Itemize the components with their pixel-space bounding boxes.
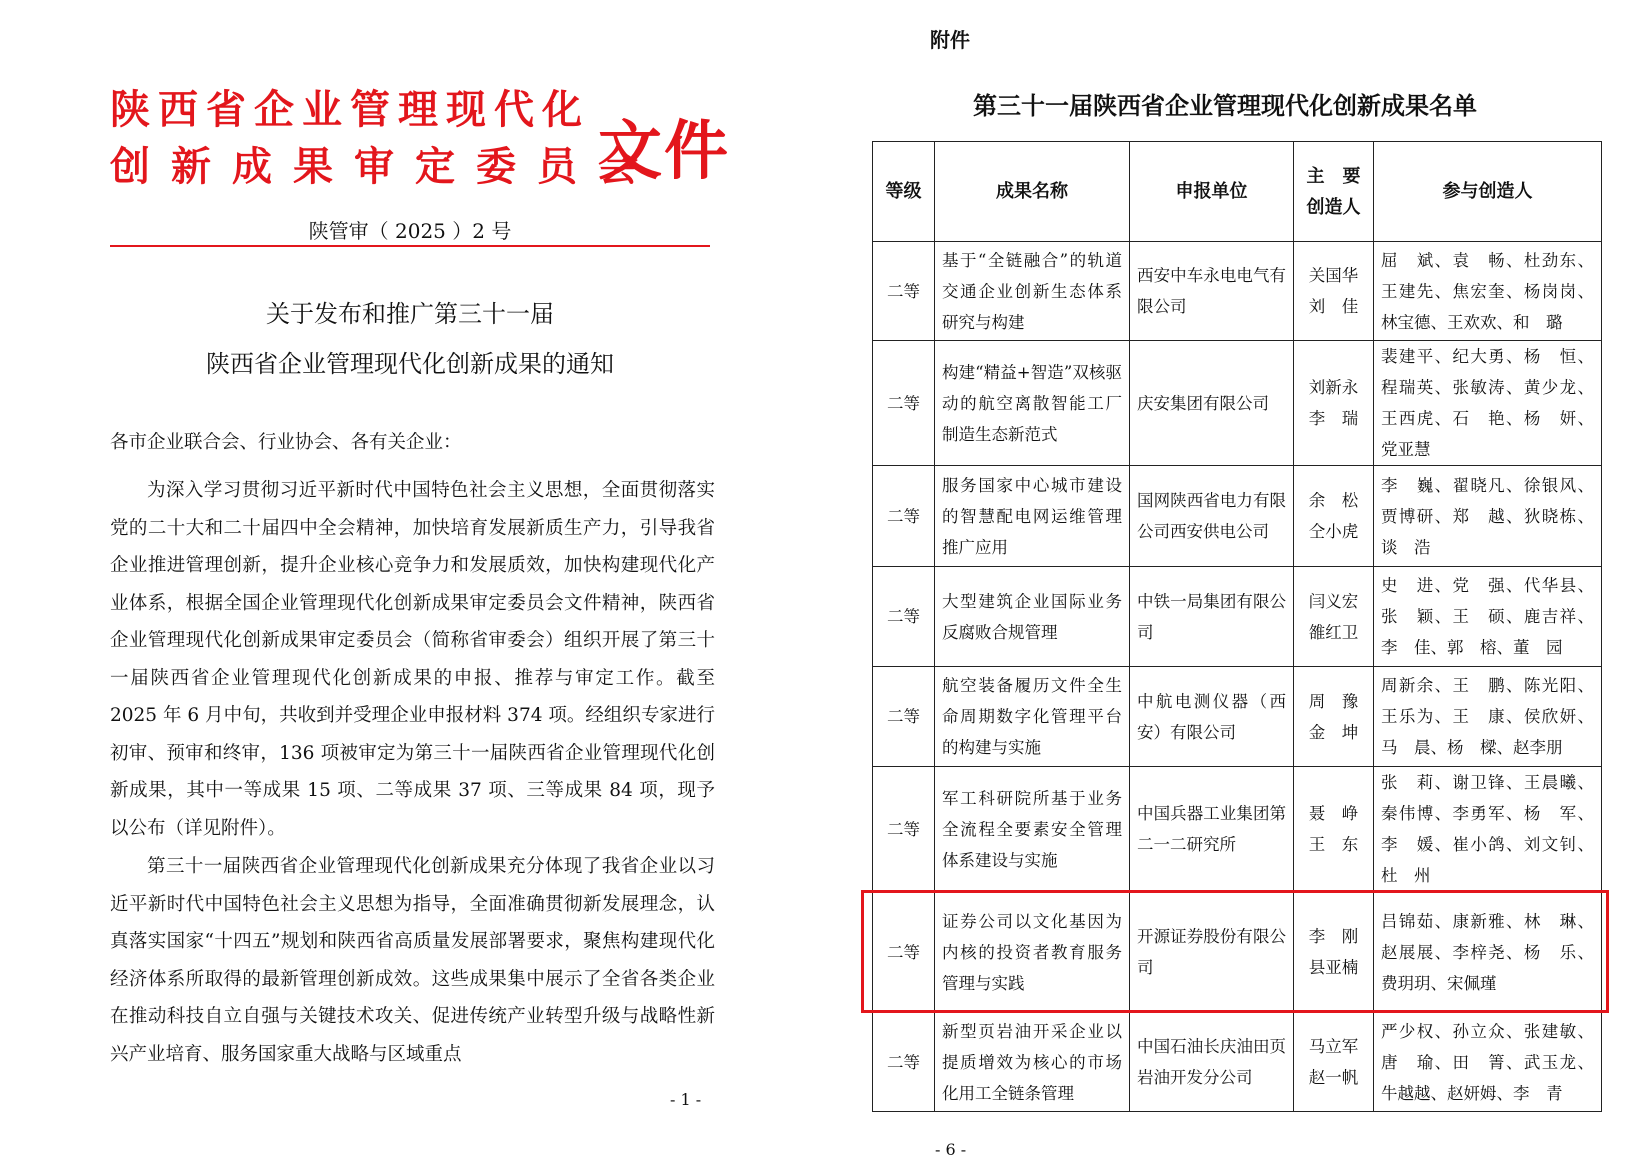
cell-main-creators: 闫义宏 雒红卫 <box>1294 567 1374 667</box>
cell-grade: 二等 <box>873 667 935 767</box>
list-title: 第三十一届陕西省企业管理现代化创新成果名单 <box>973 92 1477 120</box>
cell-grade: 二等 <box>873 892 935 1013</box>
attachment-label: 附件 <box>930 28 970 52</box>
table-header-row <box>873 142 1602 242</box>
header-main-creator <box>1294 142 1374 242</box>
page-number-right: - 6 - <box>935 1140 967 1159</box>
table-row <box>873 1013 1602 1112</box>
notice-title-line2: 陕西省企业管理现代化创新成果的通知 <box>206 350 614 378</box>
cell-grade: 二等 <box>873 567 935 667</box>
cell-participants: 严少权、孙立众、张建敏、唐 瑜、田 箐、武玉龙、牛越越、赵妍姆、李 青 <box>1374 1013 1602 1112</box>
cell-name: 基于“全链融合”的轨道交通企业创新生态体系研究与构建 <box>935 242 1130 341</box>
cell-name: 证券公司以文化基因为内核的投资者教育服务管理与实践 <box>935 892 1130 1013</box>
body-paragraph-1: 为深入学习贯彻习近平新时代中国特色社会主义思想，全面贯彻落实党的二十大和二十届四中全会精神，加快培育发展新质生产力，引导我省企业推进管理创新，提升企业核心竞争力和发展质效，加快构建现代化产业体系，根据全国企业管理现代化创新成果审定委员会文件精神，陕西省企业管理现代化创新成果审定委员会（简称省审委会）组织开展了第三十一届陕西省企业管理现代化创新成果的申报、推荐与审定工作。截至 2025 年 6 月中旬，共收到并受理企业申报材料 374 项。经组织专家进行初审、预审和终审，136 项被审定为第三十一届陕西省企业管理现代化创新成果，其中一等成果 15 项、二等成果 37 项、三等成果 84 项，现予以公布（详见附件）。 <box>110 480 715 839</box>
cell-main-creators: 刘新永 李 瑞 <box>1294 341 1374 466</box>
cell-name: 航空装备履历文件全生命周期数字化管理平台的构建与实施 <box>935 667 1130 767</box>
body-paragraph-2: 第三十一届陕西省企业管理现代化创新成果充分体现了我省企业以习近平新时代中国特色社会主义思想为指导，全面准确贯彻新发展理念，认真落实国家“十四五”规划和陕西省高质量发展部署要求，聚焦构建现代化经济体系所取得的最新管理创新成效。这些成果集中展示了全省各类企业在推动科技自立自强与关键技术攻关、促进传统产业转型升级与战略性新兴产业培育、服务国家重大战略与区域重点 <box>110 856 715 1065</box>
notice-title-line1: 关于发布和推广第三十一届 <box>266 300 554 328</box>
cell-grade: 二等 <box>873 341 935 466</box>
cell-name: 军工科研院所基于业务全流程全要素安全管理体系建设与实施 <box>935 767 1130 892</box>
salutation: 各市企业联合会、行业协会、各有关企业： <box>110 432 462 453</box>
cell-grade: 二等 <box>873 1013 935 1112</box>
cell-main-creators: 周 豫 金 坤 <box>1294 667 1374 767</box>
header-participants: 参与创造人 <box>1374 142 1602 242</box>
header-unit: 申报单位 <box>1130 142 1294 242</box>
document-number: 陕管审（ 2025 ）2 号 <box>308 219 512 243</box>
cell-name: 构建“精益+智造”双核驱动的航空离散智能工厂制造生态新范式 <box>935 341 1130 466</box>
table-row <box>873 341 1602 466</box>
cell-name: 新型页岩油开采企业以提质增效为核心的市场化用工全链条管理 <box>935 1013 1130 1112</box>
page-number-left: - 1 - <box>670 1090 702 1109</box>
cell-participants: 张 莉、谢卫锋、王晨曦、秦伟博、李勇军、杨 军、李 媛、崔小鸽、刘文钊、杜 州 <box>1374 767 1602 892</box>
issuer-name-line1: 陕西省企业管理现代化 <box>110 87 590 133</box>
cell-grade: 二等 <box>873 767 935 892</box>
header-main-creator-line1: 主 要 <box>1306 165 1361 187</box>
table-row <box>873 767 1602 892</box>
cell-participants: 裴建平、纪大勇、杨 恒、程瑞英、张敏涛、黄少龙、王西虎、石 艳、杨 妍、党亚慧 <box>1374 341 1602 466</box>
cell-unit: 西安中车永电电气有限公司 <box>1130 242 1294 341</box>
cell-name: 大型建筑企业国际业务反腐败合规管理 <box>935 567 1130 667</box>
table-row <box>873 567 1602 667</box>
cell-grade: 二等 <box>873 242 935 341</box>
cell-participants: 屈 斌、袁 畅、杜劲东、王建先、焦宏奎、杨岗岗、林宝德、王欢欢、和 璐 <box>1374 242 1602 341</box>
cell-main-creators: 余 松 仝小虎 <box>1294 466 1374 567</box>
highlight-box <box>861 890 1609 1013</box>
cell-unit: 国网陕西省电力有限公司西安供电公司 <box>1130 466 1294 567</box>
cell-unit: 庆安集团有限公司 <box>1130 341 1294 466</box>
cell-name: 服务国家中心城市建设的智慧配电网运维管理推广应用 <box>935 466 1130 567</box>
header-name: 成果名称 <box>935 142 1130 242</box>
cell-main-creators: 聂 峥 王 东 <box>1294 767 1374 892</box>
cell-unit: 中国兵器工业集团第二一二研究所 <box>1130 767 1294 892</box>
cell-unit: 开源证券股份有限公司 <box>1130 892 1294 1013</box>
cell-participants: 吕锦茹、康新雅、林 琳、赵展展、李梓尧、杨 乐、费玥玥、宋佩瑾 <box>1374 892 1602 1013</box>
cell-main-creators: 马立军 赵一帆 <box>1294 1013 1374 1112</box>
cell-grade: 二等 <box>873 466 935 567</box>
table-row <box>873 242 1602 341</box>
cell-main-creators: 李 刚 县亚楠 <box>1294 892 1374 1013</box>
header-main-creator-line2: 创造人 <box>1306 196 1361 218</box>
cell-unit: 中航电测仪器（西安）有限公司 <box>1130 667 1294 767</box>
table-row <box>873 667 1602 767</box>
red-divider <box>110 245 710 247</box>
cell-participants: 李 巍、翟晓凡、徐银风、贾博研、郑 越、狄晓栋、谈 浩 <box>1374 466 1602 567</box>
table-row <box>873 466 1602 567</box>
cell-unit: 中铁一局集团有限公司 <box>1130 567 1294 667</box>
cell-participants: 周新余、王 鹏、陈光阳、王乐为、王 康、侯欣妍、马 晨、杨 樑、赵李朋 <box>1374 667 1602 767</box>
cell-unit: 中国石油长庆油田页岩油开发分公司 <box>1130 1013 1294 1112</box>
cell-participants: 史 进、党 强、代华县、张 颖、王 硕、鹿吉祥、李 佳、郭 榕、董 园 <box>1374 567 1602 667</box>
header-grade: 等级 <box>873 142 935 242</box>
document-type-label: 文件 <box>598 115 730 189</box>
issuer-name-line2: 创新成果审定委员会 <box>110 144 659 190</box>
cell-main-creators: 关国华 刘 佳 <box>1294 242 1374 341</box>
